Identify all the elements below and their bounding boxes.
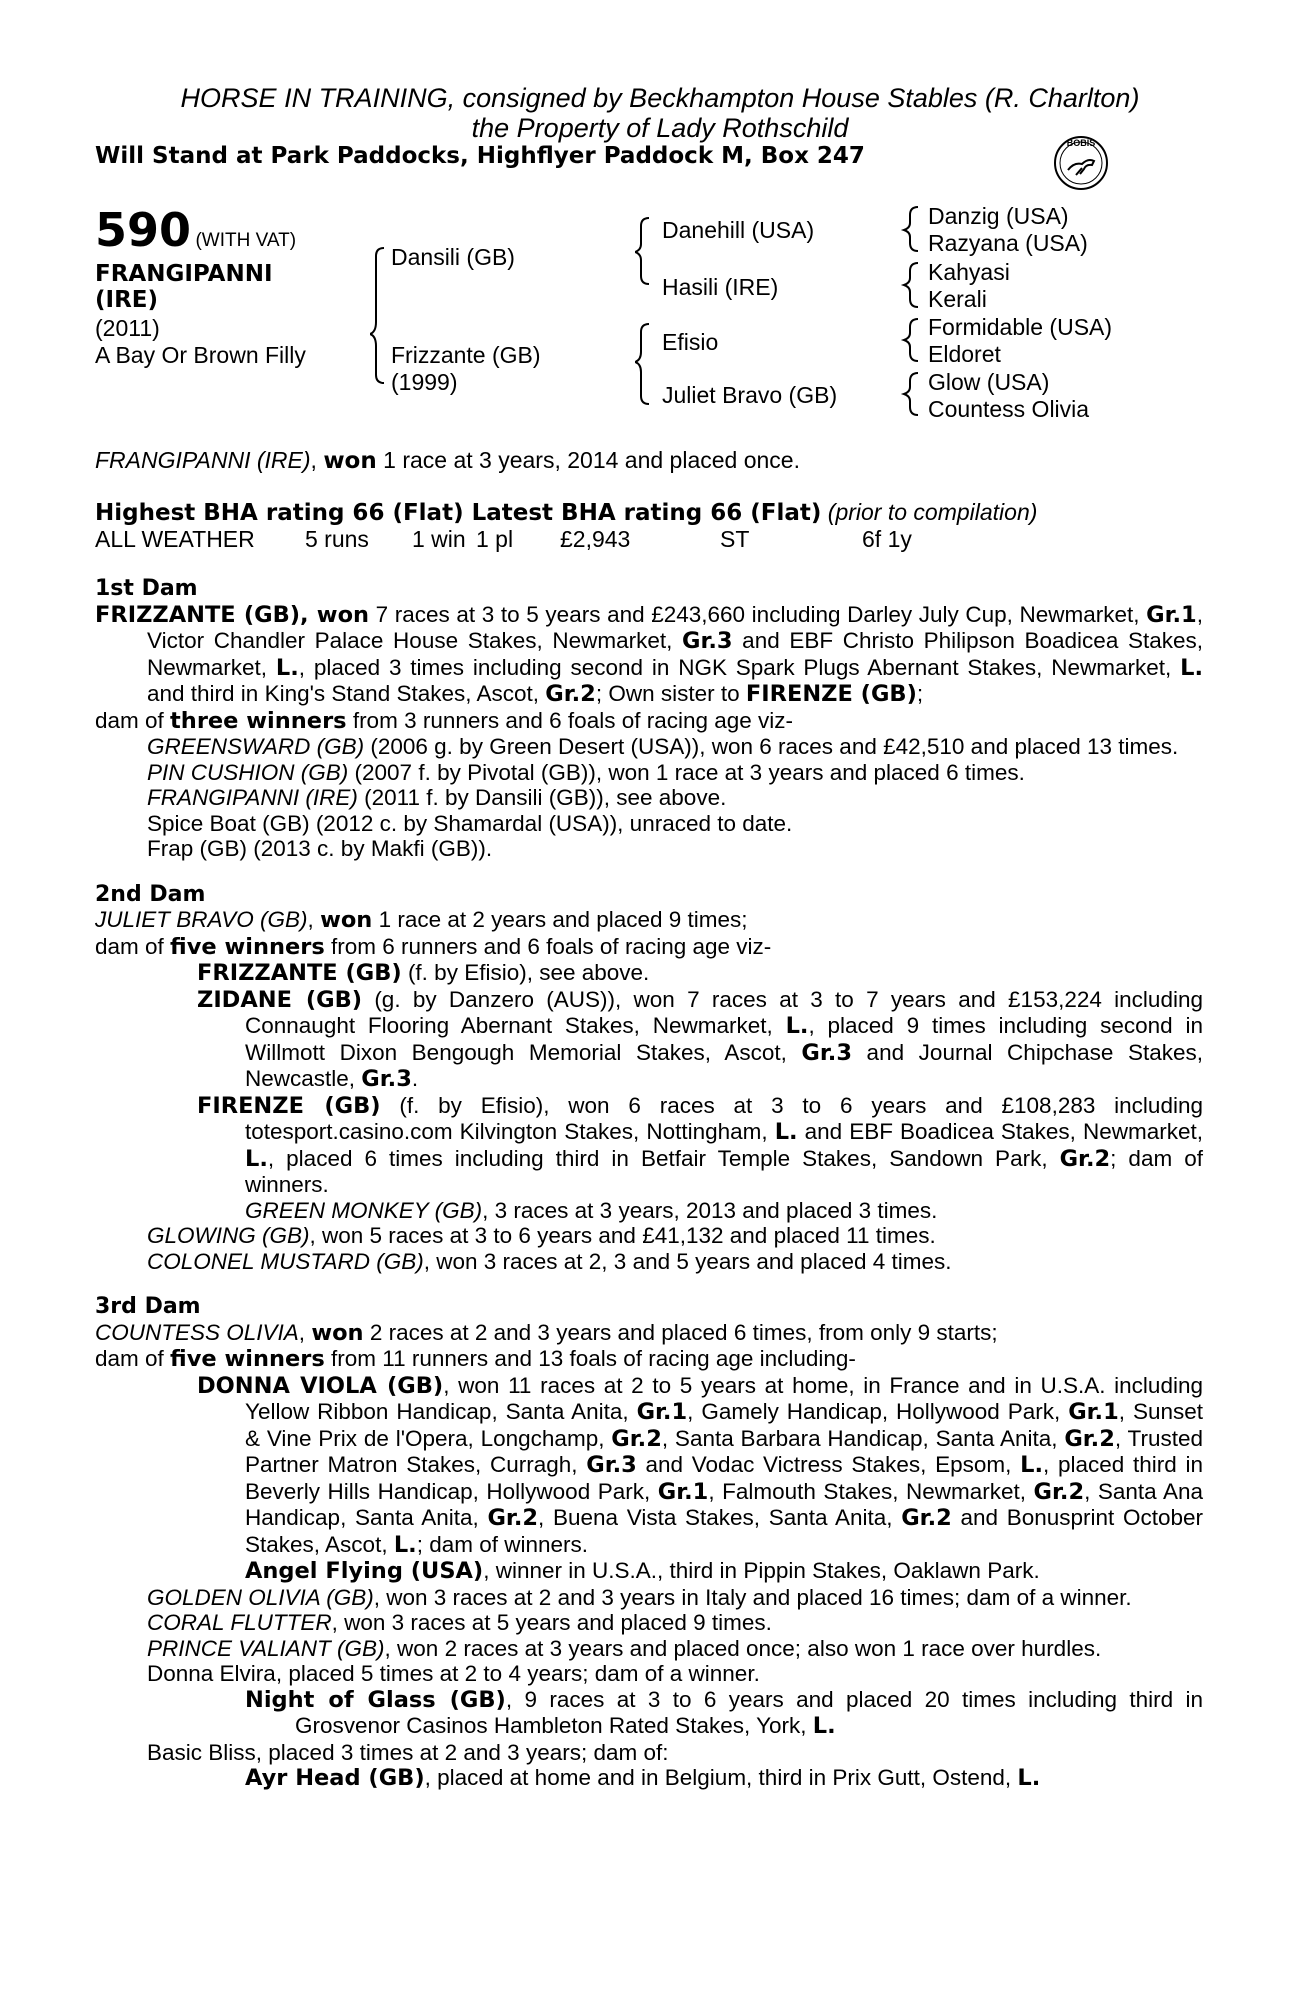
dam1-damof: dam of three winners from 3 runners and 6 foals of racing age viz- <box>95 707 794 734</box>
rating-note: (prior to compilation) <box>827 499 1038 525</box>
ped-sdd: Kerali <box>928 286 987 312</box>
lot-vat: (WITH VAT) <box>195 230 297 251</box>
ped-ssd: Razyana (USA) <box>928 230 1088 256</box>
dam1-offspring-2: PIN CUSHION (GB) (2007 f. by Pivotal (GB)), won 1 race at 3 years and placed 6 times. <box>147 759 1025 785</box>
rating-distance: 6f 1y <box>862 526 912 552</box>
dam1-offspring-3: FRANGIPANNI (IRE) (2011 f. by Dansili (GB)), see above. <box>147 785 727 810</box>
ped-sd: Hasili (IRE) <box>662 274 779 300</box>
dam2-offspring-firenze: FIRENZE (GB) (f. by Efisio), won 6 races at 3 to 6 years and £108,283 including totesport.casino.com Kilvington Stakes, Nottingham, L. and EBF Boadicea Stakes, Newmarket, L., placed 6 times including third in Betfair Temple Stakes, Sandown Park, Gr.2; dam of winners. <box>197 1092 1203 1197</box>
dam3-record: COUNTESS OLIVIA, won 2 races at 2 and 3 years and placed 6 times, from only 9 starts; <box>95 1319 998 1346</box>
rating-runs: 5 runs <box>305 526 369 552</box>
pedigree-brace-main <box>370 200 390 395</box>
dam2-offspring-glowing: GLOWING (GB), won 5 races at 3 to 6 years and £41,132 and placed 11 times. <box>147 1223 936 1248</box>
dam1-heading: 1st Dam <box>95 576 198 601</box>
summary-line: FRANGIPANNI (IRE), won 1 race at 3 years, 2014 and placed once. <box>95 447 800 474</box>
summary-name: FRANGIPANNI (IRE) <box>95 447 311 473</box>
ped-dss: Formidable (USA) <box>928 314 1113 340</box>
dam3-offspring-donna-elvira: Donna Elvira, placed 5 times at 2 to 4 years; dam of a winner. <box>147 1661 760 1686</box>
bobis-logo <box>1052 134 1110 192</box>
header-property: the Property of Lady Rothschild <box>471 113 849 143</box>
dam2-heading: 2nd Dam <box>95 881 206 907</box>
rating-earnings: £2,943 <box>560 526 631 552</box>
ped-dd: Juliet Bravo (GB) <box>662 382 838 408</box>
dam2-offspring-zidane: ZIDANE (GB) (g. by Danzero (AUS)), won 7 races at 3 to 7 years and £153,224 including Connaught Flooring Abernant Stakes, Newmarket, L., placed 9 times including second in Willmott Dixon Bengough Memorial Stakes, Ascot, Gr.3 and Journal Chipchase Stakes, Newcastle, Gr.3. <box>197 986 1203 1092</box>
ped-ds: Efisio <box>662 329 719 355</box>
dam3-offspring-golden-olivia: GOLDEN OLIVIA (GB), won 3 races at 2 and 3 years in Italy and placed 16 times; dam of a winner. <box>147 1584 1132 1610</box>
ped-dam-year: (1999) <box>391 369 458 395</box>
lot-description: A Bay Or Brown Filly <box>95 342 306 368</box>
dam2-grand-green-monkey: GREEN MONKEY (GB), 3 races at 3 years, 2013 and placed 3 times. <box>245 1197 938 1223</box>
dam2-offspring-colonel: COLONEL MUSTARD (GB), won 3 races at 2, 3 and 5 years and placed 4 times. <box>147 1248 952 1274</box>
dam2-offspring-frizzante: FRIZZANTE (GB) (f. by Efisio), see above. <box>197 960 650 986</box>
lot-name-2: (IRE) <box>95 287 159 313</box>
dam3-offspring-basic-bliss: Basic Bliss, placed 3 times at 2 and 3 years; dam of: <box>147 1739 669 1765</box>
dam3-heading: 3rd Dam <box>95 1294 201 1319</box>
dam1-offspring-1: GREENSWARD (GB) (2006 g. by Green Desert (USA)), won 6 races and £42,510 and placed 13 times. <box>147 734 1179 759</box>
ped-ddd: Countess Olivia <box>928 396 1090 422</box>
dam3-grand-night-of-glass: Night of Glass (GB), 9 races at 3 to 6 years and placed 20 times including third in Grosvenor Casinos Hambleton Rated Stakes, York, L. <box>245 1686 1203 1739</box>
dam1-offspring-4: Spice Boat (GB) (2012 c. by Shamardal (USA)), unraced to date. <box>147 810 793 836</box>
pedigree-brace-third <box>900 203 926 428</box>
ped-dsd: Eldoret <box>928 341 1001 367</box>
dam1-record: FRIZZANTE (GB), won 7 races at 3 to 5 years and £243,660 including Darley July Cup, Newmarket, Gr.1, Victor Chandler Palace House Stakes, Newmarket, Gr.3 and EBF Christo Philipson Boadicea Stakes, Newmarket, L., placed 3 times including second in NGK Spark Plugs Abernant Stakes, Newmarket, L. and third in King's Stand Stakes, Ascot, Gr.2; Own sister to FIRENZE (GB); <box>95 601 1203 707</box>
dam1-section <box>95 576 1203 1792</box>
rating-going: ST <box>720 526 750 552</box>
ped-dds: Glow (USA) <box>928 369 1050 395</box>
lot-number: 590 <box>95 203 192 257</box>
bobis-text: BOBIS <box>1066 138 1096 148</box>
rating-wins: 1 win <box>412 526 466 552</box>
ped-dam: Frizzante (GB) <box>391 342 541 368</box>
ped-sds: Kahyasi <box>928 259 1010 285</box>
dam2-damof: dam of five winners from 6 runners and 6 foals of racing age viz- <box>95 933 772 960</box>
rating-surface: ALL WEATHER <box>95 526 255 552</box>
dam3-offspring-coral-flutter: CORAL FLUTTER, won 3 races at 5 years and placed 9 times. <box>147 1610 772 1635</box>
header-consignor: HORSE IN TRAINING, consigned by Beckhampton House Stables (R. Charlton) <box>180 83 1140 113</box>
dam3-offspring-prince-valiant: PRINCE VALIANT (GB), won 2 races at 3 years and placed once; also won 1 race over hurdles. <box>147 1635 1102 1661</box>
dam3-grand-ayr-head: Ayr Head (GB), placed at home and in Belgium, third in Prix Gutt, Ostend, L. <box>245 1765 1041 1791</box>
dam1-offspring-5: Frap (GB) (2013 c. by Makfi (GB)). <box>147 836 493 861</box>
rating-bold: Highest BHA rating 66 (Flat) Latest BHA rating 66 (Flat) <box>95 500 822 526</box>
ped-sss: Danzig (USA) <box>928 203 1069 229</box>
ped-sire: Dansili (GB) <box>391 244 515 270</box>
ped-ss: Danehill (USA) <box>662 217 815 243</box>
summary-won: won <box>323 448 377 474</box>
dam3-grand-angel-flying: Angel Flying (USA), winner in U.S.A., third in Pippin Stakes, Oaklawn Park. <box>245 1558 1040 1584</box>
header-location: Will Stand at Park Paddocks, Highflyer Paddock M, Box 247 <box>95 143 865 169</box>
summary-rest: 1 race at 3 years, 2014 and placed once. <box>383 447 800 473</box>
pedigree-brace-sire <box>635 210 655 290</box>
rating-line <box>95 500 1203 527</box>
dam2-record: JULIET BRAVO (GB), won 1 race at 2 years and placed 9 times; <box>95 907 748 933</box>
dam3-damof: dam of five winners from 11 runners and 13 foals of racing age including- <box>95 1346 856 1372</box>
lot-block <box>95 205 296 255</box>
lot-name-1: FRANGIPANNI <box>95 261 273 287</box>
rating-placed: 1 pl <box>476 526 514 552</box>
dam3-offspring-donna-viola: DONNA VIOLA (GB), won 11 races at 2 to 5 years at home, in France and in U.S.A. including Yellow Ribbon Handicap, Santa Anita, Gr.1, Gamely Handicap, Hollywood Park, Gr.1, Sunset & Vine Prix de l'Opera, Longchamp, Gr.2, Santa Barbara Handicap, Santa Anita, Gr.2, Trusted Partner Matron Stakes, Curragh, Gr.3 and Vodac Victress Stakes, Epsom, L., placed third in Beverly Hills Handicap, Hollywood Park, Gr.1, Falmouth Stakes, Newmarket, Gr.2, Santa Ana Handicap, Santa Anita, Gr.2, Buena Vista Stakes, Santa Anita, Gr.2 and Bonusprint October Stakes, Ascot, L.; dam of winners. <box>197 1372 1204 1558</box>
pedigree-brace-dam <box>635 318 655 418</box>
lot-year: (2011) <box>95 315 160 341</box>
